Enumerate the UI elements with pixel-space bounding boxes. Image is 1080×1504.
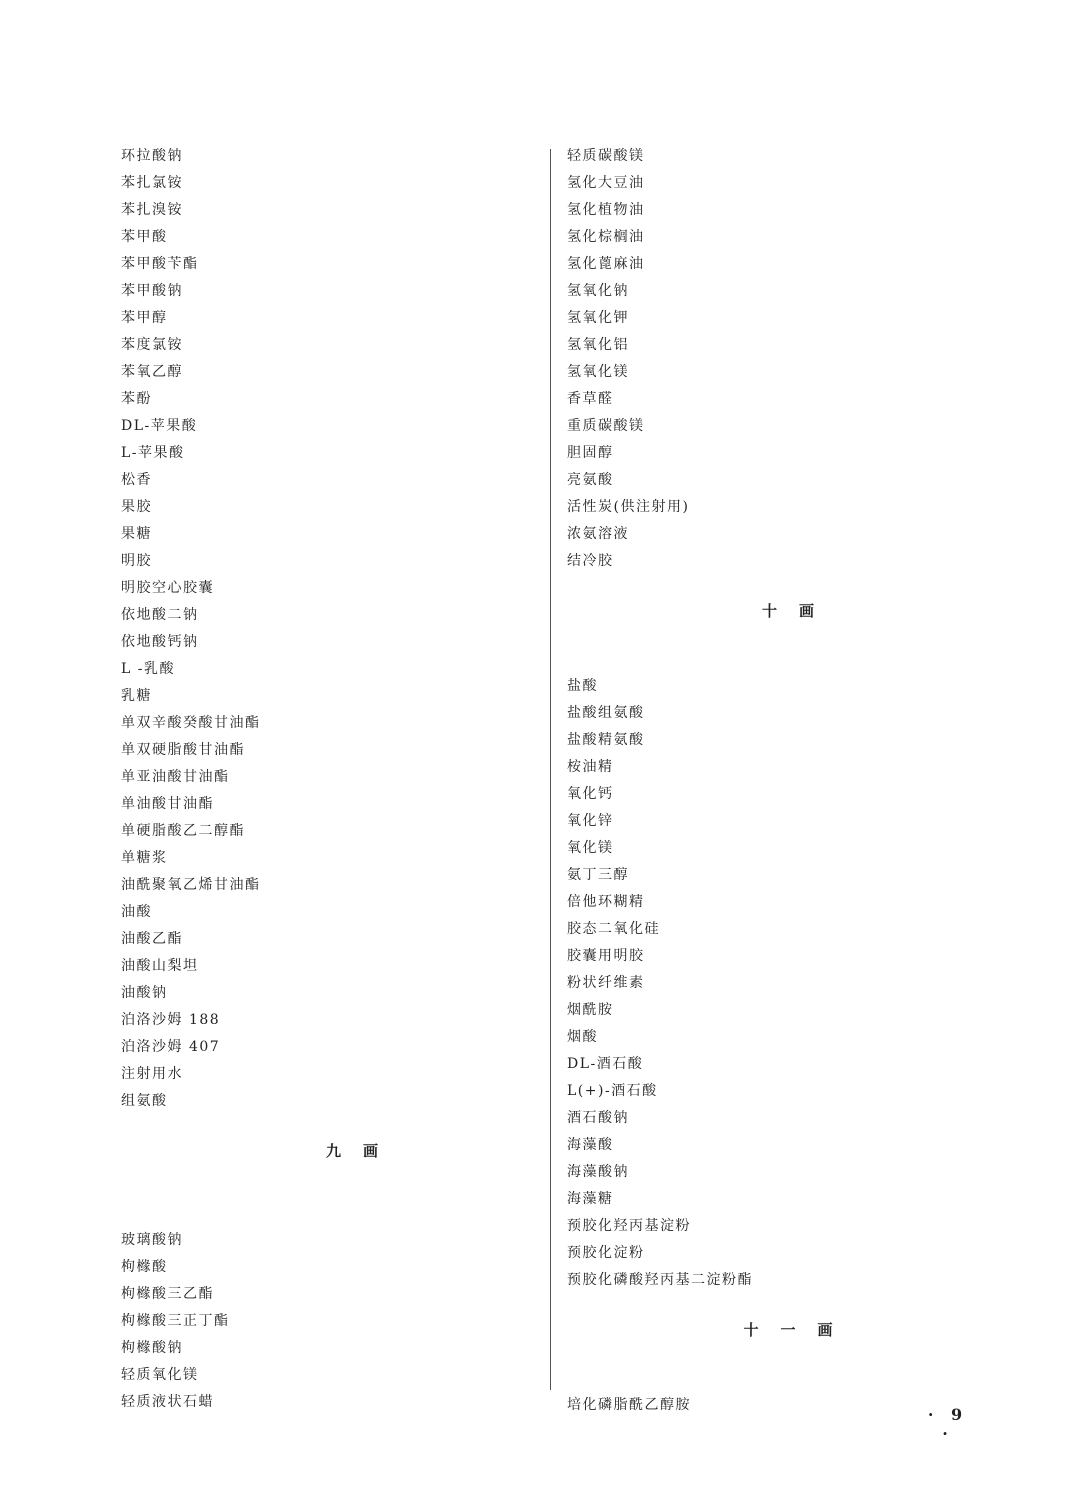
index-entry: 盐酸精氨酸 — [567, 732, 645, 748]
index-entry: 活性炭(供注射用) — [567, 499, 690, 515]
index-entry: 苯扎氯铵 — [121, 175, 183, 191]
index-entry: 海藻酸 — [567, 1137, 614, 1153]
right-column — [567, 143, 947, 1419]
index-entry: 油酸钠 — [121, 985, 168, 1001]
index-entry: 氧化镁 — [567, 840, 614, 856]
index-entry: 酒石酸钠 — [567, 1110, 629, 1126]
index-entry: 培化磷脂酰乙醇胺 — [567, 1397, 691, 1413]
index-entry: 果胶 — [121, 499, 152, 515]
index-entry: 果糖 — [121, 526, 152, 542]
section-heading-10-strokes: 十画 — [761, 602, 836, 620]
index-entry: L -乳酸 — [121, 661, 175, 677]
index-entry: 泊洛沙姆 407 — [121, 1039, 221, 1055]
right-group-c — [567, 1392, 947, 1419]
index-entry: 玻璃酸钠 — [121, 1232, 183, 1248]
index-entry: 氢氧化铝 — [567, 337, 629, 353]
index-entry: 单亚油酸甘油酯 — [121, 769, 230, 785]
index-entry: 油酸山梨坦 — [121, 958, 199, 974]
index-entry: 松香 — [121, 472, 152, 488]
index-entry: 香草醛 — [567, 391, 614, 407]
index-entry: 氢氧化钾 — [567, 310, 629, 326]
index-entry: 单双辛酸癸酸甘油酯 — [121, 715, 261, 731]
index-entry: 苯甲醇 — [121, 310, 168, 326]
index-entry: 海藻糖 — [567, 1191, 614, 1207]
index-entry: 依地酸钙钠 — [121, 634, 199, 650]
index-entry: 环拉酸钠 — [121, 148, 183, 164]
index-entry: 苯氧乙醇 — [121, 364, 183, 380]
index-entry: 轻质碳酸镁 — [567, 148, 645, 164]
index-entry: 枸橼酸三正丁酯 — [121, 1313, 230, 1329]
index-entry: 单硬脂酸乙二醇酯 — [121, 823, 245, 839]
index-entry: 氢化棕榈油 — [567, 229, 645, 245]
index-entry: 依地酸二钠 — [121, 607, 199, 623]
index-entry: 烟酸 — [567, 1029, 598, 1045]
index-entry: 胶态二氧化硅 — [567, 921, 660, 937]
index-entry: 枸橼酸钠 — [121, 1340, 183, 1356]
index-entry: 油酸 — [121, 904, 152, 920]
index-entry: 氧化锌 — [567, 813, 614, 829]
index-entry: 烟酰胺 — [567, 1002, 614, 1018]
left-group-a — [121, 143, 501, 1115]
index-entry: 海藻酸钠 — [567, 1164, 629, 1180]
index-entry: DL-酒石酸 — [567, 1056, 644, 1072]
index-entry: 轻质氧化镁 — [121, 1367, 199, 1383]
index-entry: 倍他环糊精 — [567, 894, 645, 910]
left-group-b — [121, 1227, 501, 1416]
index-entry: 组氨酸 — [121, 1093, 168, 1109]
left-column — [121, 143, 501, 1416]
index-entry: 盐酸组氨酸 — [567, 705, 645, 721]
index-entry: 氢氧化钠 — [567, 283, 629, 299]
index-entry: 苯度氯铵 — [121, 337, 183, 353]
index-entry: 油酸乙酯 — [121, 931, 183, 947]
index-entry: 氢化植物油 — [567, 202, 645, 218]
index-entry: 注射用水 — [121, 1066, 183, 1082]
index-entry: 浓氨溶液 — [567, 526, 629, 542]
index-entry: 桉油精 — [567, 759, 614, 775]
index-entry: 轻质液状石蜡 — [121, 1394, 214, 1410]
index-entry: 单油酸甘油酯 — [121, 796, 214, 812]
index-entry: 苯酚 — [121, 391, 152, 407]
index-entry: L-苹果酸 — [121, 445, 185, 461]
index-entry: 胶囊用明胶 — [567, 948, 645, 964]
index-entry: 乳糖 — [121, 688, 152, 704]
index-entry: 氢化蓖麻油 — [567, 256, 645, 272]
right-group-b — [567, 673, 947, 1294]
section-heading-11-strokes: 十一画 — [743, 1321, 855, 1339]
index-entry: 氨丁三醇 — [567, 867, 629, 883]
index-entry: 苯甲酸苄酯 — [121, 256, 199, 272]
index-entry: 单糖浆 — [121, 850, 168, 866]
right-group-a — [567, 143, 947, 575]
index-entry: 盐酸 — [567, 678, 598, 694]
index-entry: 氢化大豆油 — [567, 175, 645, 191]
page-number: · 9 · — [927, 1405, 969, 1443]
index-entry: L(+)-酒石酸 — [567, 1083, 658, 1099]
index-entry: 预胶化羟丙基淀粉 — [567, 1218, 691, 1234]
index-entry: 粉状纤维素 — [567, 975, 645, 991]
index-entry: 枸橼酸 — [121, 1259, 168, 1275]
index-entry: 结冷胶 — [567, 553, 614, 569]
index-entry: 枸橼酸三乙酯 — [121, 1286, 214, 1302]
index-entry: 泊洛沙姆 188 — [121, 1012, 221, 1028]
index-entry: 亮氨酸 — [567, 472, 614, 488]
index-entry: 苯甲酸钠 — [121, 283, 183, 299]
index-entry: 胆固醇 — [567, 445, 614, 461]
column-divider — [550, 149, 551, 1390]
index-entry: 重质碳酸镁 — [567, 418, 645, 434]
section-heading-9-strokes: 九画 — [325, 1142, 400, 1160]
index-entry: 预胶化淀粉 — [567, 1245, 645, 1261]
index-entry: 苯甲酸 — [121, 229, 168, 245]
index-entry: 预胶化磷酸羟丙基二淀粉酯 — [567, 1272, 753, 1288]
index-entry: 氧化钙 — [567, 786, 614, 802]
index-entry: 油酰聚氧乙烯甘油酯 — [121, 877, 261, 893]
index-entry: 明胶 — [121, 553, 152, 569]
index-entry: DL-苹果酸 — [121, 418, 198, 434]
index-entry: 明胶空心胶囊 — [121, 580, 214, 596]
index-entry: 单双硬脂酸甘油酯 — [121, 742, 245, 758]
index-entry: 苯扎溴铵 — [121, 202, 183, 218]
index-entry: 氢氧化镁 — [567, 364, 629, 380]
